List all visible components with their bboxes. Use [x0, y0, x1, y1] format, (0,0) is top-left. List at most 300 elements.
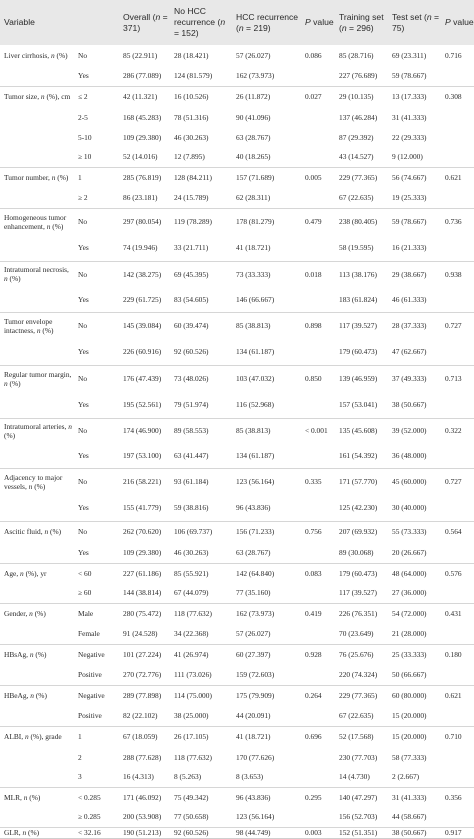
table-row [0, 624, 474, 644]
test-cell: 39 (52.000) [392, 426, 427, 436]
training-cell: 157 (53.041) [335, 392, 388, 418]
table-row [0, 339, 474, 365]
overall-cell: 289 (77.898) [123, 691, 162, 701]
p-value-cell: < 0.001 [305, 426, 328, 436]
variable-cell: MLR, n (%) [4, 792, 41, 802]
p-value-cell: 0.928 [305, 650, 322, 660]
training-cell: 58 (19.595) [335, 235, 388, 261]
variable-cell: Ascitic fluid, n (%) [4, 527, 62, 537]
p-value-cell [301, 392, 335, 418]
p-value-cell [301, 624, 335, 644]
test-cell: 45 (60.000) [392, 477, 427, 487]
hcc-cell: 57 (26.027) [236, 51, 271, 60]
table-row [0, 107, 474, 127]
no-hcc-cell: 92 (60.526) [170, 339, 232, 365]
test-cell: 30 (40.000) [388, 495, 441, 521]
table-body [0, 45, 474, 838]
variable-cell [0, 807, 74, 827]
no-hcc-cell: 26 (17.105) [174, 732, 209, 742]
hcc-cell: 60 (27.397) [236, 650, 271, 660]
p-value-cell [301, 188, 335, 208]
no-hcc-cell: 73 (48.026) [174, 374, 209, 384]
no-hcc-cell: 46 (30.263) [170, 542, 232, 563]
overall-cell: 288 (77.628) [123, 752, 162, 762]
overall-cell: 67 (18.059) [123, 732, 158, 742]
variable-cell [0, 624, 74, 644]
no-hcc-cell: 24 (15.789) [170, 188, 232, 208]
p-value-cell [441, 443, 474, 468]
variable-cell: Regular tumor margin, n (%) [4, 369, 72, 388]
test-cell: 50 (66.667) [388, 665, 441, 685]
test-cell: 29 (38.667) [392, 269, 427, 279]
p-value-cell [441, 287, 474, 312]
level-cell: 1 [78, 173, 82, 183]
no-hcc-cell: 128 (84.211) [174, 173, 212, 183]
p-value-cell [441, 127, 474, 147]
hcc-cell: 44 (20.091) [232, 706, 301, 726]
table-row [0, 767, 474, 787]
hcc-cell: 134 (61.187) [232, 339, 301, 365]
level-cell: ≥ 10 [74, 147, 119, 167]
no-hcc-cell: 28 (18.421) [174, 51, 209, 60]
table-row [0, 86, 474, 107]
training-cell: 125 (42.230) [335, 495, 388, 521]
test-cell: 58 (77.333) [392, 752, 427, 762]
test-cell: 59 (78.667) [388, 66, 441, 86]
hcc-cell: 175 (79.909) [236, 691, 275, 701]
overall-cell: 171 (46.092) [123, 792, 162, 802]
level-cell: No [78, 527, 88, 537]
level-cell: ≥ 2 [74, 188, 119, 208]
level-cell: Negative [78, 691, 105, 701]
hcc-cell: 62 (28.311) [232, 188, 301, 208]
hcc-cell: 96 (43.836) [232, 495, 301, 521]
p-value-cell [301, 706, 335, 726]
hcc-cell: 103 (47.032) [236, 374, 275, 384]
no-hcc-cell: 93 (61.184) [174, 477, 209, 487]
level-cell: 2-5 [78, 112, 88, 122]
variable-cell: Tumor size, n (%), cm [4, 92, 71, 102]
overall-cell: 280 (75.472) [123, 609, 162, 619]
test-cell: 28 (37.333) [392, 321, 427, 331]
level-cell: 2 [78, 752, 82, 762]
overall-cell: 226 (60.916) [119, 339, 170, 365]
variable-cell [0, 583, 74, 603]
p-value-cell: 0.264 [305, 691, 322, 701]
no-hcc-cell: 46 (30.263) [174, 132, 209, 142]
p-value-cell [441, 107, 474, 127]
table-row [0, 706, 474, 726]
overall-cell: 286 (77.089) [119, 66, 170, 86]
variable-cell [0, 127, 74, 147]
training-cell: 85 (28.716) [339, 51, 374, 60]
test-cell: 38 (50.667) [388, 392, 441, 418]
level-cell: ≤ 2 [78, 92, 88, 102]
table-row [0, 603, 474, 624]
test-cell: 2 (2.667) [388, 767, 441, 787]
col-header-p-value-2: P value [445, 17, 474, 27]
p-value-cell: 0.479 [305, 217, 322, 227]
table-row [0, 127, 474, 147]
overall-cell: 176 (47.439) [123, 374, 162, 384]
p-value-cell: 0.005 [305, 173, 322, 183]
level-cell: Yes [74, 392, 119, 418]
overall-cell: 262 (70.620) [123, 527, 162, 537]
training-cell: 161 (54.392) [335, 443, 388, 468]
no-hcc-cell: 16 (10.526) [174, 92, 209, 102]
level-cell: < 32.16 [74, 827, 119, 838]
level-cell: 5-10 [78, 132, 92, 142]
no-hcc-cell: 85 (55.921) [174, 568, 209, 578]
p-value-cell [301, 665, 335, 685]
hcc-cell: 85 (38.813) [236, 426, 271, 436]
overall-cell: 297 (80.054) [123, 217, 162, 227]
hcc-cell: 41 (18.721) [236, 732, 271, 742]
level-cell: No [78, 51, 88, 60]
no-hcc-cell: 75 (49.342) [174, 792, 209, 802]
p-value-cell: 0.003 [301, 827, 335, 838]
training-cell: 179 (60.473) [335, 339, 388, 365]
table-row [0, 583, 474, 603]
overall-cell: 229 (61.725) [119, 287, 170, 312]
variable-cell: ALBI, n (%), grade [4, 732, 62, 742]
variable-cell [0, 66, 74, 86]
test-cell: 31 (41.333) [392, 112, 427, 122]
p-value-cell [301, 542, 335, 563]
hcc-cell: 85 (38.813) [236, 321, 271, 331]
test-cell: 27 (36.000) [388, 583, 441, 603]
header-row [0, 0, 474, 45]
overall-cell: 197 (53.100) [119, 443, 170, 468]
training-cell: 140 (47.297) [339, 792, 378, 802]
variable-cell: Tumor envelope intactness, n (%) [4, 316, 54, 335]
hcc-cell: 162 (73.973) [232, 66, 301, 86]
training-cell: 70 (23.649) [335, 624, 388, 644]
level-cell: Yes [74, 339, 119, 365]
training-cell: 29 (10.135) [339, 92, 374, 102]
overall-cell: 16 (4.313) [119, 767, 170, 787]
table-row [0, 208, 474, 235]
test-cell: 69 (23.311) [392, 51, 427, 60]
variable-cell: Intratumoral necrosis, n (%) [4, 265, 69, 284]
level-cell: ≥ 0.285 [74, 807, 119, 827]
p-value-cell [441, 392, 474, 418]
p-value-cell [441, 495, 474, 521]
test-cell: 55 (73.333) [392, 527, 427, 537]
level-cell: No [78, 217, 88, 227]
p-value-cell: 0.564 [445, 527, 462, 537]
no-hcc-cell: 83 (54.605) [170, 287, 232, 312]
variable-cell [0, 542, 74, 563]
hcc-cell: 146 (66.667) [232, 287, 301, 312]
p-value-cell [301, 339, 335, 365]
p-value-cell: 0.083 [305, 568, 322, 578]
hcc-cell: 63 (28.767) [232, 542, 301, 563]
training-cell: 89 (30.068) [335, 542, 388, 563]
training-cell: 229 (77.365) [339, 173, 378, 183]
p-value-cell: 0.756 [305, 527, 322, 537]
test-cell: 54 (72.000) [392, 609, 427, 619]
test-cell: 38 (50.667) [388, 827, 441, 838]
overall-cell: 109 (29.380) [119, 542, 170, 563]
table-row [0, 747, 474, 767]
test-cell: 48 (64.000) [392, 568, 427, 578]
col-header-hcc: HCC recurrence (n = 219) [236, 11, 299, 33]
overall-cell: 216 (58.221) [123, 477, 162, 487]
variable-cell: Intratumoral arteries, n (%) [4, 421, 72, 440]
p-value-cell: 0.727 [445, 477, 462, 487]
test-cell: 9 (12.000) [388, 147, 441, 167]
test-cell: 31 (41.333) [392, 792, 427, 802]
test-cell: 46 (61.333) [388, 287, 441, 312]
training-cell: 152 (51.351) [335, 827, 388, 838]
hcc-cell: 159 (72.603) [232, 665, 301, 685]
no-hcc-cell: 63 (41.447) [170, 443, 232, 468]
overall-cell: 155 (41.779) [119, 495, 170, 521]
p-value-cell: 0.018 [305, 269, 322, 279]
hcc-cell: 63 (28.767) [236, 132, 271, 142]
test-cell: 15 (20.000) [388, 706, 441, 726]
hcc-cell: 178 (81.279) [236, 217, 275, 227]
table-row [0, 787, 474, 807]
no-hcc-cell: 114 (75.000) [174, 691, 212, 701]
table-row [0, 827, 474, 838]
test-cell: 20 (26.667) [388, 542, 441, 563]
p-value-cell: 0.027 [305, 92, 322, 102]
no-hcc-cell: 78 (51.316) [174, 112, 209, 122]
overall-cell: 91 (24.528) [119, 624, 170, 644]
variable-cell: Age, n (%), yr [4, 568, 47, 578]
variable-cell [0, 107, 74, 127]
table-row [0, 685, 474, 706]
table-row [0, 418, 474, 443]
p-value-cell [301, 127, 335, 147]
p-value-cell [441, 665, 474, 685]
no-hcc-cell: 67 (44.079) [170, 583, 232, 603]
test-cell: 37 (49.333) [392, 374, 427, 384]
overall-cell: 109 (29.380) [123, 132, 162, 142]
p-value-cell: 0.308 [445, 92, 462, 102]
no-hcc-cell: 89 (58.553) [174, 426, 209, 436]
p-value-cell: 0.713 [445, 374, 462, 384]
variable-cell [0, 443, 74, 468]
variable-cell [0, 706, 74, 726]
p-value-cell: 0.710 [445, 732, 462, 742]
training-cell: 229 (77.365) [339, 691, 378, 701]
level-cell: Yes [74, 66, 119, 86]
col-header-variable: Variable [4, 17, 35, 27]
level-cell: Positive [74, 665, 119, 685]
p-value-cell: 0.356 [445, 792, 462, 802]
hcc-cell: 90 (41.096) [236, 112, 271, 122]
training-cell: 226 (76.351) [339, 609, 378, 619]
table-row [0, 235, 474, 261]
p-value-cell [441, 188, 474, 208]
p-value-cell [301, 747, 335, 767]
table-row [0, 312, 474, 339]
variable-cell [0, 747, 74, 767]
p-value-cell [441, 235, 474, 261]
variable-cell [0, 147, 74, 167]
col-header-test: Test set (n = 75) [392, 11, 440, 33]
table-row [0, 365, 474, 392]
level-cell: Yes [74, 542, 119, 563]
no-hcc-cell: 41 (26.974) [174, 650, 209, 660]
no-hcc-cell: 33 (21.711) [170, 235, 232, 261]
test-cell: 36 (48.000) [388, 443, 441, 468]
hcc-cell: 26 (11.872) [236, 92, 271, 102]
col-header-overall: Overall (n = 371) [123, 11, 168, 33]
table-row [0, 188, 474, 208]
level-cell: No [78, 269, 88, 279]
table-row [0, 726, 474, 747]
p-value-cell: 0.322 [445, 426, 462, 436]
overall-cell: 200 (53.908) [119, 807, 170, 827]
test-cell: 47 (62.667) [388, 339, 441, 365]
p-value-cell [301, 495, 335, 521]
p-value-cell [301, 107, 335, 127]
level-cell: 1 [78, 732, 82, 742]
hcc-cell: 170 (77.626) [236, 752, 275, 762]
hcc-cell: 123 (56.164) [232, 807, 301, 827]
p-value-cell [301, 235, 335, 261]
level-cell: < 0.285 [78, 792, 101, 802]
table-row [0, 261, 474, 287]
training-cell: 43 (14.527) [335, 147, 388, 167]
overall-cell: 227 (61.186) [123, 568, 162, 578]
training-cell: 183 (61.824) [335, 287, 388, 312]
p-value-cell: 0.335 [305, 477, 322, 487]
overall-cell: 144 (38.814) [119, 583, 170, 603]
no-hcc-cell: 60 (39.474) [174, 321, 209, 331]
no-hcc-cell: 8 (5.263) [170, 767, 232, 787]
hcc-cell: 156 (71.233) [236, 527, 275, 537]
overall-cell: 174 (46.900) [123, 426, 162, 436]
p-value-cell: 0.419 [305, 609, 322, 619]
test-cell: 16 (21.333) [388, 235, 441, 261]
p-value-cell: 0.576 [445, 568, 462, 578]
no-hcc-cell: 38 (25.000) [170, 706, 232, 726]
p-value-cell [301, 583, 335, 603]
variable-cell: Homogeneous tumor enhancement, n (%) [4, 212, 67, 231]
variable-cell: GLR, n (%) [0, 827, 74, 838]
no-hcc-cell: 34 (22.368) [170, 624, 232, 644]
table-row [0, 644, 474, 665]
variable-cell: HBsAg, n (%) [4, 650, 47, 660]
variable-cell [0, 235, 74, 261]
training-cell: 67 (22.635) [335, 188, 388, 208]
level-cell: No [78, 477, 88, 487]
table-row [0, 468, 474, 495]
no-hcc-cell: 69 (45.395) [174, 269, 209, 279]
no-hcc-cell: 77 (50.658) [170, 807, 232, 827]
level-cell: Female [74, 624, 119, 644]
training-cell: 220 (74.324) [335, 665, 388, 685]
table-row [0, 665, 474, 685]
training-cell: 135 (45.608) [339, 426, 378, 436]
hcc-cell: 134 (61.187) [232, 443, 301, 468]
variable-cell [0, 665, 74, 685]
level-cell: Positive [74, 706, 119, 726]
p-value-cell: 0.086 [305, 51, 322, 60]
training-cell: 117 (39.527) [335, 583, 388, 603]
p-value-cell [441, 624, 474, 644]
level-cell: Yes [74, 235, 119, 261]
overall-cell: 270 (72.776) [119, 665, 170, 685]
level-cell: No [78, 426, 88, 436]
hcc-cell: 8 (3.653) [232, 767, 301, 787]
training-cell: 179 (60.473) [339, 568, 378, 578]
overall-cell: 86 (23.181) [119, 188, 170, 208]
variable-cell: Liver cirrhosis, n (%) [4, 51, 68, 60]
level-cell: No [78, 374, 88, 384]
hcc-cell: 116 (52.968) [232, 392, 301, 418]
overall-cell: 195 (52.561) [119, 392, 170, 418]
overall-cell: 74 (19.946) [119, 235, 170, 261]
p-value-cell: 0.850 [305, 374, 322, 384]
p-value-cell [441, 706, 474, 726]
p-value-cell [301, 287, 335, 312]
training-cell: 76 (25.676) [339, 650, 374, 660]
level-cell: Yes [74, 287, 119, 312]
table-row [0, 443, 474, 468]
p-value-cell: 0.696 [305, 732, 322, 742]
variable-cell [0, 392, 74, 418]
table-row [0, 521, 474, 542]
test-cell: 15 (20.000) [392, 732, 427, 742]
hcc-cell: 41 (18.721) [232, 235, 301, 261]
no-hcc-cell: 12 (7.895) [170, 147, 232, 167]
p-value-cell: 0.295 [305, 792, 322, 802]
level-cell: < 60 [78, 568, 92, 578]
no-hcc-cell: 106 (69.737) [174, 527, 213, 537]
col-header-level [74, 0, 119, 45]
hcc-cell: 123 (56.164) [236, 477, 275, 487]
variable-cell [0, 339, 74, 365]
p-value-cell: 0.736 [445, 217, 462, 227]
overall-cell: 285 (76.819) [123, 173, 162, 183]
training-cell: 207 (69.932) [339, 527, 378, 537]
level-cell: Yes [74, 443, 119, 468]
level-cell: 3 [74, 767, 119, 787]
overall-cell: 101 (27.224) [123, 650, 162, 660]
table-row [0, 563, 474, 583]
table-row [0, 807, 474, 827]
variable-cell: Gender, n (%) [4, 609, 46, 619]
col-header-no-hcc: No HCC recurrence (n = 152) [174, 6, 226, 38]
p-value-cell: 0.898 [305, 321, 322, 331]
p-value-cell [441, 807, 474, 827]
training-cell: 171 (57.770) [339, 477, 378, 487]
hcc-cell: 40 (18.265) [232, 147, 301, 167]
training-cell: 117 (39.527) [339, 321, 377, 331]
p-value-cell [441, 542, 474, 563]
test-cell: 59 (78.667) [392, 217, 427, 227]
hcc-cell: 57 (26.027) [232, 624, 301, 644]
p-value-cell [301, 66, 335, 86]
training-cell: 238 (80.405) [339, 217, 378, 227]
hcc-cell: 77 (35.160) [232, 583, 301, 603]
p-value-cell: 0.917 [441, 827, 474, 838]
col-header-p-value-1: P value [305, 17, 334, 27]
training-cell: 227 (76.689) [335, 66, 388, 86]
overall-cell: 42 (11.321) [123, 92, 158, 102]
no-hcc-cell: 118 (77.632) [174, 752, 212, 762]
level-cell: Male [78, 609, 94, 619]
no-hcc-cell: 92 (60.526) [170, 827, 232, 838]
table-row [0, 287, 474, 312]
training-cell: 87 (29.392) [339, 132, 374, 142]
